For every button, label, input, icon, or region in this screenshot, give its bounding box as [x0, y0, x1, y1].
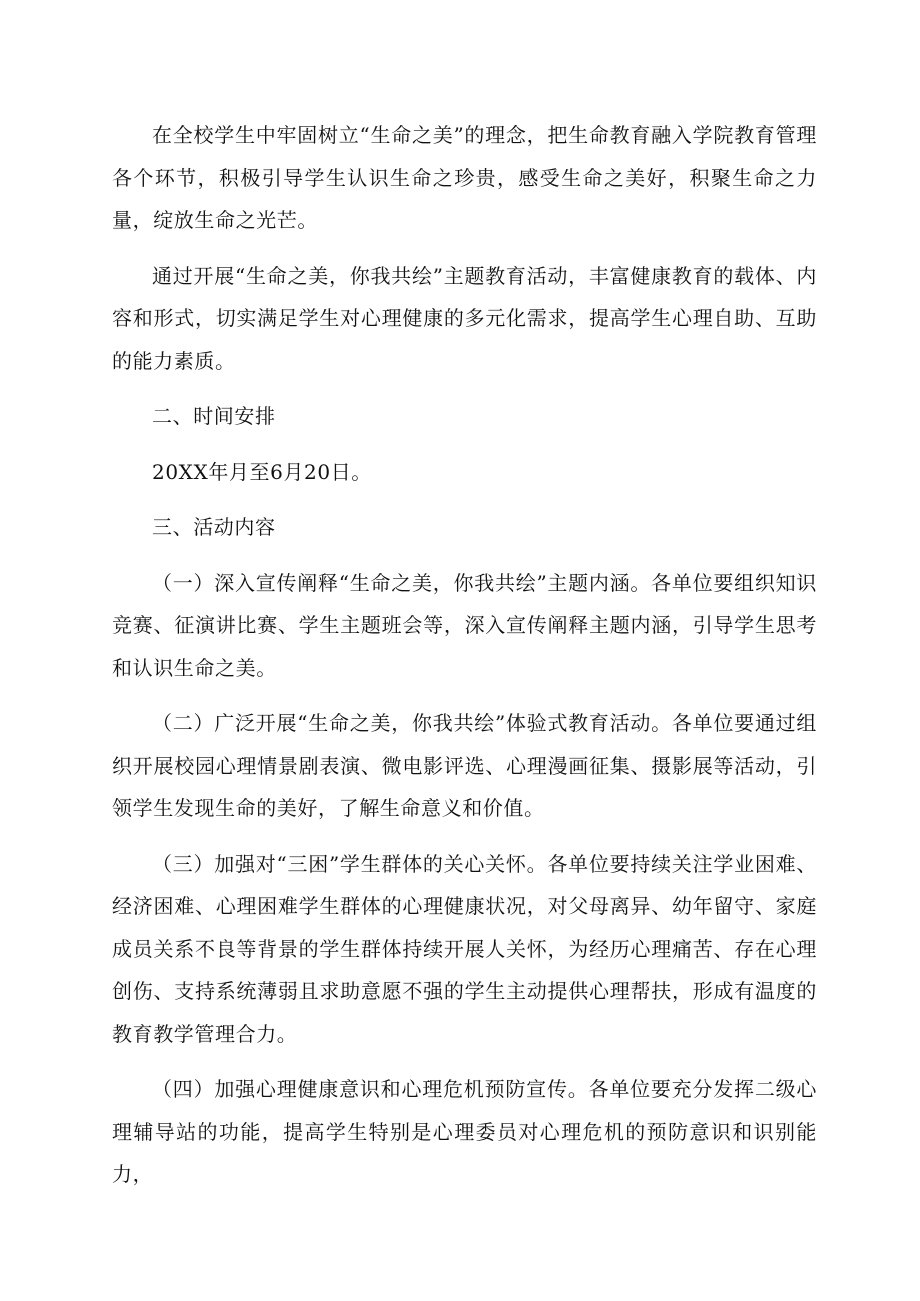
section-heading-schedule: 二、时间安排 — [152, 404, 276, 428]
paragraph-item-4: （四）加强心理健康意识和心理危机预防宣传。各单位要充分发挥二级心理辅导站的功能，提高学生特别是心理委员对心理危机的预防意识和识别能力， — [112, 1077, 817, 1186]
paragraph-activity-purpose: 通过开展“生命之美，你我共绘”主题教育活动，丰富健康教育的载体、内容和形式，切实满足学生对心理健康的多元化需求，提高学生心理自助、互助的能力素质。 — [112, 263, 817, 373]
section-heading-content: 三、活动内容 — [152, 515, 276, 539]
paragraph-concept: 在全校学生中牢固树立“生命之美”的理念，把生命教育融入学院教育管理各个环节，积极引导学生认识生命之珍贵，感受生命之美好，积聚生命之力量，绽放生命之光芒。 — [112, 123, 817, 232]
paragraph-item-3: （三）加强对“三困”学生群体的关心关怀。各单位要持续关注学业困难、经济困难、心理困难学生群体的心理健康状况，对父母离异、幼年留守、家庭成员关系不良等背景的学生群体持续开展人关怀，为经历心理痛苦、存在心理创伤、支持系统薄弱且求助意愿不强的学生主动提供心理帮扶，形成有温度的教育教学管理合力。 — [112, 851, 817, 1046]
document-body — [112, 114, 817, 1209]
paragraph-item-2: （二）广泛开展“生命之美，你我共绘”体验式教育活动。各单位要通过组织开展校园心理情景剧表演、微电影评选、心理漫画征集、摄影展等活动，引领学生发现生命的美好，了解生命意义和价值。 — [112, 711, 817, 820]
paragraph-schedule-date: 20XX年月至6月20日。 — [152, 459, 372, 484]
paragraph-item-1: （一）深入宣传阐释“生命之美，你我共绘”主题内涵。各单位要组织知识竞赛、征演讲比赛、学生主题班会等，深入宣传阐释主题内涵，引导学生思考和认识生命之美。 — [112, 570, 817, 680]
